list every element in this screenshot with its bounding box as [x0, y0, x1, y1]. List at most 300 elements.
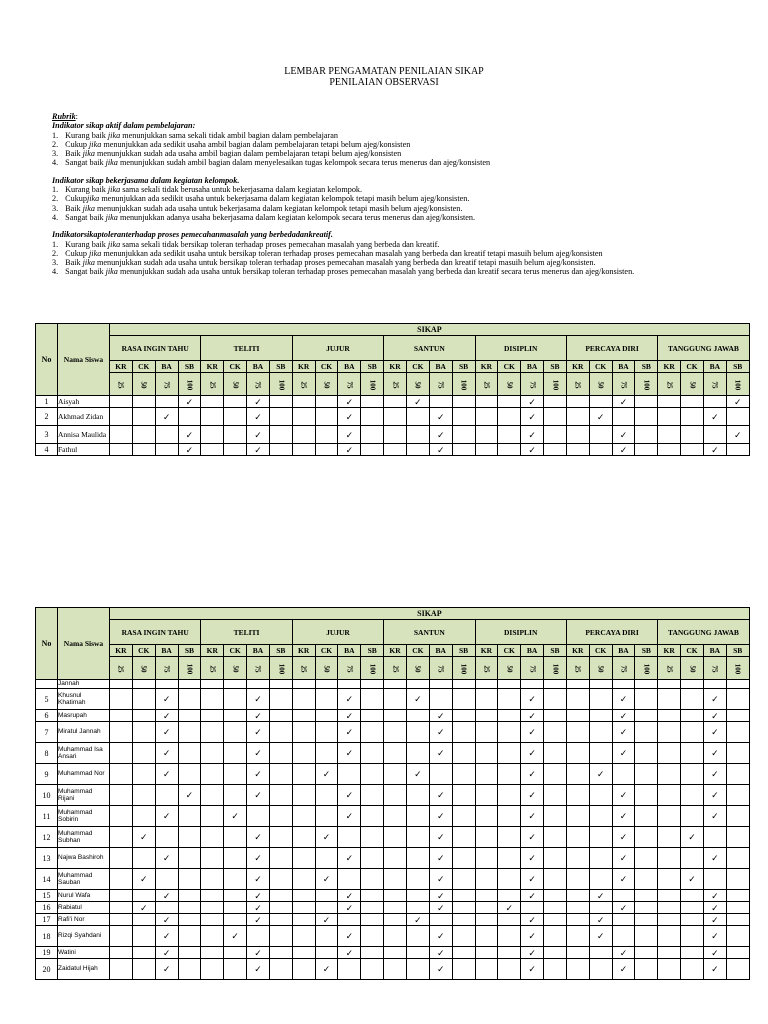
score-cell[interactable] [475, 689, 498, 710]
score-cell[interactable] [132, 947, 155, 959]
score-cell[interactable] [201, 444, 224, 456]
score-cell[interactable] [292, 869, 315, 890]
score-cell[interactable] [155, 408, 178, 426]
score-cell[interactable] [681, 785, 704, 806]
score-cell[interactable] [269, 806, 292, 827]
score-cell[interactable] [269, 902, 292, 914]
score-cell[interactable] [703, 444, 726, 456]
score-cell[interactable] [224, 785, 247, 806]
score-cell[interactable] [498, 426, 521, 444]
score-cell[interactable] [155, 689, 178, 710]
score-cell[interactable] [635, 396, 658, 408]
score-cell[interactable] [612, 426, 635, 444]
score-cell[interactable] [566, 408, 589, 426]
score-cell[interactable] [384, 959, 407, 980]
score-cell[interactable] [338, 827, 361, 848]
score-cell[interactable] [475, 764, 498, 785]
score-cell[interactable] [566, 680, 589, 689]
score-cell[interactable] [498, 743, 521, 764]
score-cell[interactable] [132, 722, 155, 743]
score-cell[interactable] [544, 914, 567, 926]
score-cell[interactable] [658, 806, 681, 827]
score-cell[interactable] [315, 947, 338, 959]
score-cell[interactable] [201, 710, 224, 722]
score-cell[interactable] [292, 689, 315, 710]
score-cell[interactable] [452, 764, 475, 785]
score-cell[interactable] [475, 785, 498, 806]
score-cell[interactable] [201, 408, 224, 426]
score-cell[interactable] [406, 947, 429, 959]
score-cell[interactable] [475, 396, 498, 408]
score-cell[interactable] [521, 444, 544, 456]
score-cell[interactable] [635, 689, 658, 710]
score-cell[interactable] [475, 947, 498, 959]
score-cell[interactable] [110, 848, 133, 869]
score-cell[interactable] [338, 764, 361, 785]
score-cell[interactable] [726, 926, 749, 947]
score-cell[interactable] [658, 914, 681, 926]
score-cell[interactable] [498, 959, 521, 980]
score-cell[interactable] [292, 890, 315, 902]
score-cell[interactable] [452, 890, 475, 902]
score-cell[interactable] [110, 396, 133, 408]
score-cell[interactable] [475, 914, 498, 926]
score-cell[interactable] [452, 722, 475, 743]
score-cell[interactable] [132, 827, 155, 848]
score-cell[interactable] [110, 914, 133, 926]
score-cell[interactable] [110, 806, 133, 827]
score-cell[interactable] [658, 890, 681, 902]
score-cell[interactable] [566, 785, 589, 806]
score-cell[interactable] [703, 426, 726, 444]
score-cell[interactable] [726, 764, 749, 785]
score-cell[interactable] [498, 710, 521, 722]
score-cell[interactable] [338, 743, 361, 764]
score-cell[interactable] [269, 764, 292, 785]
score-cell[interactable] [703, 408, 726, 426]
score-cell[interactable] [498, 926, 521, 947]
score-cell[interactable] [726, 890, 749, 902]
score-cell[interactable] [544, 869, 567, 890]
score-cell[interactable] [224, 444, 247, 456]
score-cell[interactable] [155, 827, 178, 848]
score-cell[interactable] [361, 926, 384, 947]
score-cell[interactable] [201, 785, 224, 806]
score-cell[interactable] [544, 426, 567, 444]
score-cell[interactable] [635, 869, 658, 890]
score-cell[interactable] [589, 848, 612, 869]
score-cell[interactable] [452, 806, 475, 827]
score-cell[interactable] [498, 869, 521, 890]
score-cell[interactable] [566, 722, 589, 743]
score-cell[interactable] [338, 426, 361, 444]
score-cell[interactable] [315, 926, 338, 947]
score-cell[interactable] [110, 869, 133, 890]
score-cell[interactable] [110, 426, 133, 444]
score-cell[interactable] [132, 680, 155, 689]
score-cell[interactable] [224, 806, 247, 827]
score-cell[interactable] [658, 869, 681, 890]
score-cell[interactable] [247, 914, 270, 926]
score-cell[interactable] [521, 743, 544, 764]
score-cell[interactable] [406, 743, 429, 764]
score-cell[interactable] [384, 890, 407, 902]
score-cell[interactable] [544, 926, 567, 947]
score-cell[interactable] [544, 710, 567, 722]
score-cell[interactable] [658, 444, 681, 456]
score-cell[interactable] [132, 408, 155, 426]
score-cell[interactable] [406, 959, 429, 980]
score-cell[interactable] [703, 926, 726, 947]
score-cell[interactable] [429, 914, 452, 926]
score-cell[interactable] [589, 764, 612, 785]
score-cell[interactable] [452, 902, 475, 914]
score-cell[interactable] [292, 426, 315, 444]
score-cell[interactable] [475, 710, 498, 722]
score-cell[interactable] [361, 902, 384, 914]
score-cell[interactable] [132, 848, 155, 869]
score-cell[interactable] [498, 722, 521, 743]
score-cell[interactable] [201, 426, 224, 444]
score-cell[interactable] [361, 710, 384, 722]
score-cell[interactable] [132, 902, 155, 914]
score-cell[interactable] [178, 764, 201, 785]
score-cell[interactable] [544, 902, 567, 914]
score-cell[interactable] [635, 710, 658, 722]
score-cell[interactable] [269, 959, 292, 980]
score-cell[interactable] [703, 890, 726, 902]
score-cell[interactable] [566, 426, 589, 444]
score-cell[interactable] [384, 689, 407, 710]
score-cell[interactable] [292, 785, 315, 806]
score-cell[interactable] [681, 444, 704, 456]
score-cell[interactable] [498, 806, 521, 827]
score-cell[interactable] [224, 764, 247, 785]
score-cell[interactable] [452, 785, 475, 806]
score-cell[interactable] [544, 396, 567, 408]
score-cell[interactable] [703, 722, 726, 743]
score-cell[interactable] [292, 444, 315, 456]
score-cell[interactable] [155, 914, 178, 926]
score-cell[interactable] [521, 806, 544, 827]
score-cell[interactable] [589, 827, 612, 848]
score-cell[interactable] [155, 444, 178, 456]
score-cell[interactable] [132, 890, 155, 902]
score-cell[interactable] [155, 396, 178, 408]
score-cell[interactable] [269, 689, 292, 710]
score-cell[interactable] [635, 426, 658, 444]
score-cell[interactable] [338, 680, 361, 689]
score-cell[interactable] [361, 689, 384, 710]
score-cell[interactable] [384, 426, 407, 444]
score-cell[interactable] [429, 902, 452, 914]
score-cell[interactable] [338, 959, 361, 980]
score-cell[interactable] [110, 444, 133, 456]
score-cell[interactable] [612, 869, 635, 890]
score-cell[interactable] [726, 785, 749, 806]
score-cell[interactable] [110, 743, 133, 764]
score-cell[interactable] [703, 764, 726, 785]
score-cell[interactable] [429, 408, 452, 426]
score-cell[interactable] [658, 722, 681, 743]
score-cell[interactable] [452, 396, 475, 408]
score-cell[interactable] [201, 806, 224, 827]
score-cell[interactable] [269, 914, 292, 926]
score-cell[interactable] [110, 959, 133, 980]
score-cell[interactable] [247, 827, 270, 848]
score-cell[interactable] [589, 959, 612, 980]
score-cell[interactable] [178, 396, 201, 408]
score-cell[interactable] [566, 396, 589, 408]
score-cell[interactable] [315, 444, 338, 456]
score-cell[interactable] [269, 947, 292, 959]
score-cell[interactable] [566, 848, 589, 869]
score-cell[interactable] [361, 869, 384, 890]
score-cell[interactable] [544, 408, 567, 426]
score-cell[interactable] [201, 680, 224, 689]
score-cell[interactable] [429, 710, 452, 722]
score-cell[interactable] [544, 743, 567, 764]
score-cell[interactable] [132, 764, 155, 785]
score-cell[interactable] [406, 785, 429, 806]
score-cell[interactable] [247, 710, 270, 722]
score-cell[interactable] [612, 680, 635, 689]
score-cell[interactable] [612, 914, 635, 926]
score-cell[interactable] [155, 890, 178, 902]
score-cell[interactable] [155, 785, 178, 806]
score-cell[interactable] [315, 680, 338, 689]
score-cell[interactable] [247, 444, 270, 456]
score-cell[interactable] [726, 426, 749, 444]
score-cell[interactable] [178, 743, 201, 764]
score-cell[interactable] [726, 914, 749, 926]
score-cell[interactable] [429, 890, 452, 902]
score-cell[interactable] [247, 848, 270, 869]
score-cell[interactable] [178, 689, 201, 710]
score-cell[interactable] [635, 848, 658, 869]
score-cell[interactable] [544, 764, 567, 785]
score-cell[interactable] [681, 947, 704, 959]
score-cell[interactable] [566, 806, 589, 827]
score-cell[interactable] [384, 902, 407, 914]
score-cell[interactable] [178, 710, 201, 722]
score-cell[interactable] [384, 785, 407, 806]
score-cell[interactable] [384, 722, 407, 743]
score-cell[interactable] [201, 926, 224, 947]
score-cell[interactable] [201, 689, 224, 710]
score-cell[interactable] [521, 959, 544, 980]
score-cell[interactable] [726, 743, 749, 764]
score-cell[interactable] [612, 785, 635, 806]
score-cell[interactable] [292, 914, 315, 926]
score-cell[interactable] [726, 689, 749, 710]
score-cell[interactable] [429, 869, 452, 890]
score-cell[interactable] [406, 890, 429, 902]
score-cell[interactable] [315, 764, 338, 785]
score-cell[interactable] [658, 743, 681, 764]
score-cell[interactable] [361, 408, 384, 426]
score-cell[interactable] [544, 959, 567, 980]
score-cell[interactable] [155, 902, 178, 914]
score-cell[interactable] [429, 722, 452, 743]
score-cell[interactable] [155, 806, 178, 827]
score-cell[interactable] [406, 680, 429, 689]
score-cell[interactable] [498, 848, 521, 869]
score-cell[interactable] [361, 785, 384, 806]
score-cell[interactable] [521, 848, 544, 869]
score-cell[interactable] [292, 947, 315, 959]
score-cell[interactable] [178, 869, 201, 890]
score-cell[interactable] [475, 743, 498, 764]
score-cell[interactable] [429, 444, 452, 456]
score-cell[interactable] [132, 689, 155, 710]
score-cell[interactable] [658, 959, 681, 980]
score-cell[interactable] [338, 869, 361, 890]
score-cell[interactable] [292, 806, 315, 827]
score-cell[interactable] [475, 926, 498, 947]
score-cell[interactable] [681, 396, 704, 408]
score-cell[interactable] [269, 396, 292, 408]
score-cell[interactable] [384, 710, 407, 722]
score-cell[interactable] [292, 827, 315, 848]
score-cell[interactable] [224, 959, 247, 980]
score-cell[interactable] [224, 827, 247, 848]
score-cell[interactable] [703, 827, 726, 848]
score-cell[interactable] [178, 947, 201, 959]
score-cell[interactable] [521, 869, 544, 890]
score-cell[interactable] [247, 926, 270, 947]
score-cell[interactable] [658, 926, 681, 947]
score-cell[interactable] [475, 848, 498, 869]
score-cell[interactable] [521, 827, 544, 848]
score-cell[interactable] [384, 848, 407, 869]
score-cell[interactable] [178, 890, 201, 902]
score-cell[interactable] [292, 710, 315, 722]
score-cell[interactable] [681, 959, 704, 980]
score-cell[interactable] [658, 689, 681, 710]
score-cell[interactable] [658, 408, 681, 426]
score-cell[interactable] [315, 426, 338, 444]
score-cell[interactable] [406, 869, 429, 890]
score-cell[interactable] [247, 689, 270, 710]
score-cell[interactable] [338, 902, 361, 914]
score-cell[interactable] [155, 710, 178, 722]
score-cell[interactable] [635, 444, 658, 456]
score-cell[interactable] [315, 396, 338, 408]
score-cell[interactable] [521, 914, 544, 926]
score-cell[interactable] [612, 396, 635, 408]
score-cell[interactable] [726, 710, 749, 722]
score-cell[interactable] [612, 743, 635, 764]
score-cell[interactable] [475, 959, 498, 980]
score-cell[interactable] [384, 914, 407, 926]
score-cell[interactable] [635, 902, 658, 914]
score-cell[interactable] [361, 396, 384, 408]
score-cell[interactable] [681, 426, 704, 444]
score-cell[interactable] [681, 890, 704, 902]
score-cell[interactable] [612, 444, 635, 456]
score-cell[interactable] [566, 890, 589, 902]
score-cell[interactable] [406, 710, 429, 722]
score-cell[interactable] [635, 926, 658, 947]
score-cell[interactable] [247, 785, 270, 806]
score-cell[interactable] [612, 926, 635, 947]
score-cell[interactable] [521, 785, 544, 806]
score-cell[interactable] [155, 743, 178, 764]
score-cell[interactable] [566, 710, 589, 722]
score-cell[interactable] [178, 806, 201, 827]
score-cell[interactable] [384, 444, 407, 456]
score-cell[interactable] [155, 848, 178, 869]
score-cell[interactable] [726, 722, 749, 743]
score-cell[interactable] [681, 710, 704, 722]
score-cell[interactable] [338, 926, 361, 947]
score-cell[interactable] [338, 689, 361, 710]
score-cell[interactable] [292, 902, 315, 914]
score-cell[interactable] [452, 926, 475, 947]
score-cell[interactable] [475, 426, 498, 444]
score-cell[interactable] [475, 444, 498, 456]
score-cell[interactable] [247, 764, 270, 785]
score-cell[interactable] [703, 396, 726, 408]
score-cell[interactable] [635, 408, 658, 426]
score-cell[interactable] [361, 680, 384, 689]
score-cell[interactable] [703, 785, 726, 806]
score-cell[interactable] [726, 959, 749, 980]
score-cell[interactable] [635, 827, 658, 848]
score-cell[interactable] [429, 926, 452, 947]
score-cell[interactable] [178, 926, 201, 947]
score-cell[interactable] [452, 743, 475, 764]
score-cell[interactable] [612, 722, 635, 743]
score-cell[interactable] [132, 914, 155, 926]
score-cell[interactable] [589, 444, 612, 456]
score-cell[interactable] [269, 444, 292, 456]
score-cell[interactable] [132, 743, 155, 764]
score-cell[interactable] [681, 408, 704, 426]
score-cell[interactable] [361, 806, 384, 827]
score-cell[interactable] [544, 785, 567, 806]
score-cell[interactable] [498, 827, 521, 848]
score-cell[interactable] [429, 743, 452, 764]
score-cell[interactable] [681, 680, 704, 689]
score-cell[interactable] [589, 743, 612, 764]
score-cell[interactable] [269, 827, 292, 848]
score-cell[interactable] [406, 408, 429, 426]
score-cell[interactable] [681, 827, 704, 848]
score-cell[interactable] [201, 914, 224, 926]
score-cell[interactable] [612, 408, 635, 426]
score-cell[interactable] [338, 848, 361, 869]
score-cell[interactable] [726, 848, 749, 869]
score-cell[interactable] [110, 764, 133, 785]
score-cell[interactable] [726, 806, 749, 827]
score-cell[interactable] [544, 890, 567, 902]
score-cell[interactable] [703, 902, 726, 914]
score-cell[interactable] [726, 408, 749, 426]
score-cell[interactable] [384, 806, 407, 827]
score-cell[interactable] [247, 890, 270, 902]
score-cell[interactable] [429, 764, 452, 785]
score-cell[interactable] [110, 827, 133, 848]
score-cell[interactable] [406, 926, 429, 947]
score-cell[interactable] [703, 914, 726, 926]
score-cell[interactable] [247, 722, 270, 743]
score-cell[interactable] [224, 743, 247, 764]
score-cell[interactable] [589, 806, 612, 827]
score-cell[interactable] [155, 926, 178, 947]
score-cell[interactable] [384, 827, 407, 848]
